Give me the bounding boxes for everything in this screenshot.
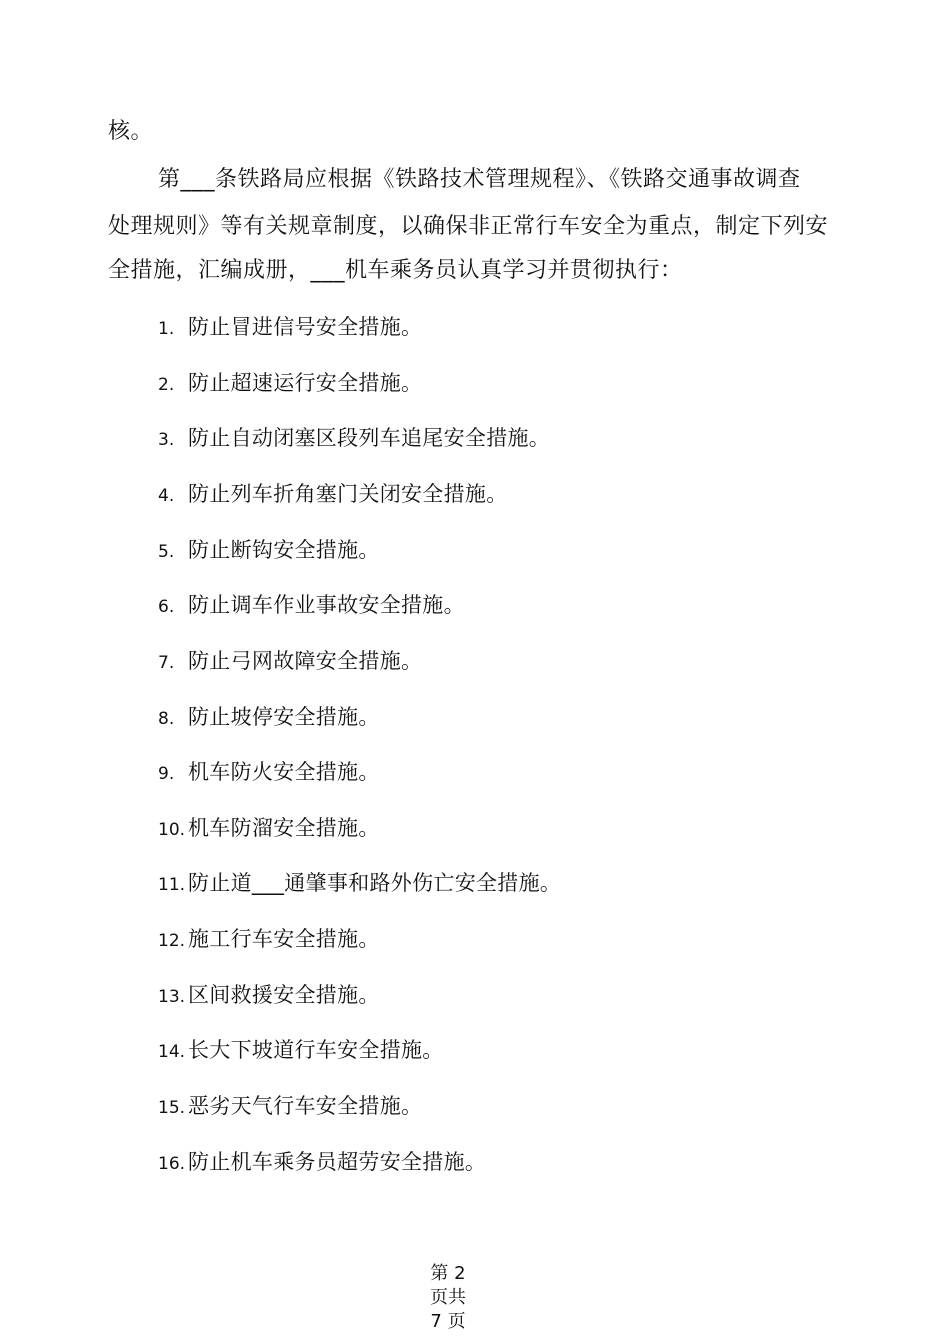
list-item-number: 1. bbox=[158, 319, 175, 339]
list-item-number: 4. bbox=[158, 486, 175, 506]
list-item-text: 机车防火安全措施。 bbox=[188, 760, 380, 784]
list-item-number: 2. bbox=[158, 375, 175, 395]
list-item-text: 防止道___通肇事和路外伤亡安全措施。 bbox=[188, 871, 562, 895]
list-item-text: 防止冒进信号安全措施。 bbox=[188, 315, 423, 339]
list-item bbox=[158, 368, 422, 398]
paragraph-line-3: 处理规则》等有关规章制度，以确保非正常行车安全为重点，制定下列安 bbox=[108, 214, 829, 239]
list-item-text: 防止坡停安全措施。 bbox=[188, 705, 380, 729]
list-item bbox=[158, 479, 508, 509]
list-item-text: 防止超速运行安全措施。 bbox=[188, 371, 423, 395]
list-item bbox=[158, 868, 561, 898]
list-item bbox=[158, 646, 422, 676]
list-item bbox=[158, 423, 550, 453]
list-item bbox=[158, 1147, 486, 1177]
page-number-line-3: 7 页 bbox=[430, 1311, 466, 1332]
list-item-number: 8. bbox=[158, 709, 175, 729]
list-item-number: 5. bbox=[158, 542, 175, 562]
list-item-number: 7. bbox=[158, 653, 175, 673]
list-item-number: 3. bbox=[158, 430, 175, 450]
paragraph-line-4: 全措施，汇编成册，___机车乘务员认真学习并贯彻执行： bbox=[108, 258, 683, 283]
list-item-text: 防止弓网故障安全措施。 bbox=[188, 649, 423, 673]
list-item-text: 防止自动闭塞区段列车追尾安全措施。 bbox=[188, 426, 551, 450]
list-item-number: 6. bbox=[158, 597, 175, 617]
list-item bbox=[158, 702, 380, 732]
list-item bbox=[158, 590, 465, 620]
paragraph-line-2: 第___条铁路局应根据《铁路技术管理规程》、《铁路交通事故调查 bbox=[158, 167, 801, 192]
list-item-text: 防止机车乘务员超劳安全措施。 bbox=[188, 1150, 487, 1174]
list-item-text: 防止断钩安全措施。 bbox=[188, 538, 380, 562]
list-item-number: 10. bbox=[158, 820, 186, 840]
paragraph-line-1: 核。 bbox=[108, 119, 154, 144]
list-item-text: 区间救援安全措施。 bbox=[188, 983, 380, 1007]
list-item-text: 施工行车安全措施。 bbox=[188, 927, 380, 951]
list-item-number: 11. bbox=[158, 875, 186, 895]
list-item bbox=[158, 757, 380, 787]
page-number-line-1: 第 2 bbox=[430, 1263, 466, 1284]
list-item-number: 15. bbox=[158, 1098, 186, 1118]
list-item-number: 16. bbox=[158, 1154, 186, 1174]
page-footer bbox=[400, 1262, 496, 1334]
list-item-number: 14. bbox=[158, 1042, 186, 1062]
list-item bbox=[158, 1091, 422, 1121]
list-item-text: 机车防溜安全措施。 bbox=[188, 816, 380, 840]
list-item bbox=[158, 980, 380, 1010]
list-item-text: 防止调车作业事故安全措施。 bbox=[188, 593, 465, 617]
list-item bbox=[158, 1035, 444, 1065]
list-item-number: 13. bbox=[158, 987, 186, 1007]
list-item-text: 恶劣天气行车安全措施。 bbox=[188, 1094, 423, 1118]
list-item bbox=[158, 535, 380, 565]
list-item bbox=[158, 813, 380, 843]
list-item-number: 9. bbox=[158, 764, 175, 784]
list-item-text: 长大下坡道行车安全措施。 bbox=[188, 1038, 444, 1062]
list-item bbox=[158, 924, 380, 954]
list-item-number: 12. bbox=[158, 931, 186, 951]
page-number-line-2: 页共 bbox=[430, 1287, 466, 1308]
list-item bbox=[158, 312, 422, 342]
list-item-text: 防止列车折角塞门关闭安全措施。 bbox=[188, 482, 508, 506]
